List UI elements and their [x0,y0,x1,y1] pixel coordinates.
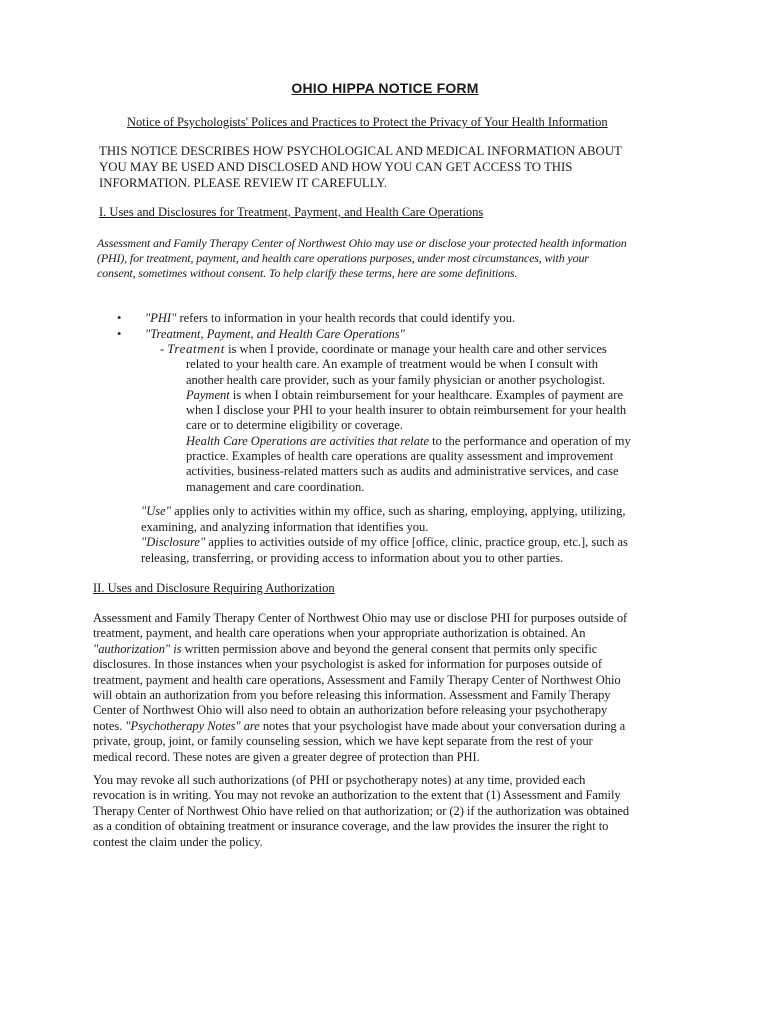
use-disclosure-definitions [141,504,636,566]
definitions-list [117,310,637,342]
disclosure-definition [141,535,636,566]
payment-text: is when I obtain reimbursement for your healthcare. Examples of payment are when I disclose your PHI to your health insurer to obtain reimbursement for your health care or to determine eligibility or coverage. [186,387,627,433]
hco-text: to the performance and operation of my practice. Examples of health care operations are quality assessment and improvement activities, business-related matters such as audits and administrative services, and case management and care coordination. [186,433,631,494]
hco-definition [160,434,635,495]
psychotherapy-notes-term: "Psychotherapy Notes" are [125,718,260,733]
authorization-term: "authorization" is [93,641,182,656]
treatment-term: Treatment [167,341,225,356]
disclosure-term: "Disclosure" [141,535,206,549]
treatment-rest: related to your health care. An example of treatment would be when I consult with another health care provider, such as your family physician or another psychologist. [186,357,606,387]
section1-intro: Assessment and Family Therapy Center of Northwest Ohio may use or disclose your protected health information (PHI), for treatment, payment, and health care operations purposes, under most circumstances, with your consent, sometimes without consent. To help clarify these terms, here are some definitions. [97,236,627,280]
list-item [117,326,637,342]
auth-text-a: Assessment and Family Therapy Center of Northwest Ohio may use or disclose PHI for purposes outside of treatment, payment, and health care operations when your appropriate authorization is obtained. An [93,611,628,641]
use-text: applies only to activities within my office, such as sharing, employing, applying, utilizing, examining, and analyzing information that identifies you. [141,504,626,534]
authorization-paragraph [93,611,633,765]
section1-heading: I. Uses and Disclosures for Treatment, Payment, and Health Care Operations [99,205,484,219]
hco-term: Health Care Operations are activities that relate [186,433,430,448]
document-title: OHIO HIPPA NOTICE FORM [291,80,479,96]
notice-statement: THIS NOTICE DESCRIBES HOW PSYCHOLOGICAL AND MEDICAL INFORMATION ABOUT YOU MAY BE USED AND DISCLOSED AND HOW YOU CAN GET ACCESS TO THIS INFORMATION. PLEASE REVIEW IT CAREFULLY. [99,144,622,190]
tpo-term: "Treatment, Payment, and Health Care Operations" [145,327,405,341]
disclosure-text: applies to activities outside of my office [office, clinic, practice group, etc.], such as releasing, transferring, or providing access to information about you to other parties. [141,535,628,565]
phi-term: "PHI" [145,311,177,325]
use-term: "Use" [141,504,171,518]
payment-definition [160,388,635,434]
treatment-line [160,341,635,357]
section2-heading: II. Uses and Disclosure Requiring Authorization [93,581,335,595]
auth-text-b: written permission above and beyond the general consent that permits only specific disclosures. In those instances when your psychologist is asked for information for purposes outside of treatment, payment and health care operations, Assessment and Family Therapy Center of Northwest Ohio will obtain an authorization from you before releasing this information. Assessment and Family Therapy Center of Northwest Ohio will also need to obtain an authorization before releasing your psychotherapy notes. [93,641,621,733]
document-subtitle: Notice of Psychologists' Polices and Practices to Protect the Privacy of Your Health Information [127,115,608,129]
treatment-dash: - [160,342,168,356]
list-item [117,310,637,326]
revocation-paragraph: You may revoke all such authorizations (of PHI or psychotherapy notes) at any time, provided each revocation is in writing. You may not revoke an authorization to the extent that (1) Assessment and Family Therapy Center of Northwest Ohio have relied on that authorization; or (2) if the authorization was obtained as a condition of obtaining treatment or insurance coverage, and the law provides the insurer the right to contest the claim under the policy. [93,773,630,849]
use-definition [141,504,636,535]
phi-definition: refers to information in your health records that could identify you. [176,311,516,325]
auth-text-c: notes that your psychologist have made about your conversation during a private, group, joint, or family counseling session, which we have kept separate from the rest of your medical record. These notes are given a greater degree of protection than PHI. [93,718,626,764]
treatment-first: is when I provide, coordinate or manage your health care and other services [224,342,607,356]
payment-term: Payment [186,387,230,402]
tpo-definitions [160,341,635,495]
